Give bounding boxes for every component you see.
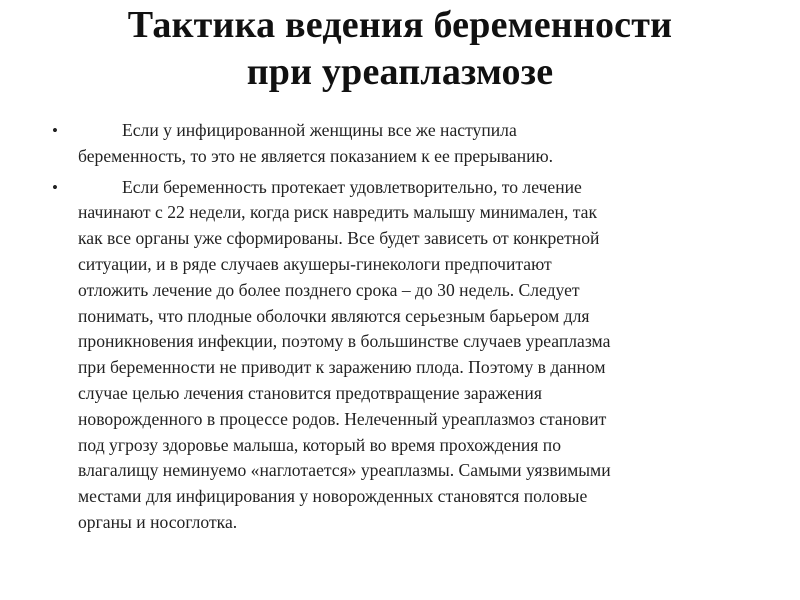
bullet-marker: • [52,177,58,197]
bullet-text-line: влагалищу неминуемо «наглотается» уреаплазмы. Самыми уязвимыми [78,460,611,481]
bullet-marker: • [52,121,58,140]
bullet-text-line: новорожденного в процессе родов. Нелеченный уреаплазмоз становит [78,408,607,429]
bullet-text-line: как все органы уже сформированы. Все будет зависеть от конкретной [78,228,600,249]
bullet-text-line: органы и носоглотка. [78,511,238,532]
bullet-item [44,175,764,536]
bullet-text-line: Если у инфицированной женщины все же наступила [122,120,517,140]
bullet-text-line: случае целью лечения становится предотвращение заражения [78,382,542,403]
slide-title-line-2: при уреаплазмозе [246,51,554,93]
bullet-list [44,118,764,541]
bullet-text [78,175,764,536]
bullet-text-line: понимать, что плодные оболочки являются серьезным барьером для [78,305,590,326]
bullet-text-line: при беременности не приводит к заражению плода. Поэтому в данном [78,357,606,378]
bullet-text-line: беременность, то это не является показанием к ее прерыванию. [78,145,554,166]
bullet-text-line: ситуации, и в ряде случаев акушеры-гинекологи предпочитают [78,253,552,274]
bullet-text-line: отложить лечение до более позднего срока – до 30 недель. Следует [78,279,580,300]
bullet-item [44,118,764,170]
slide-title [40,2,760,96]
bullet-text-line: под угрозу здоровье малыша, который во время прохождения по [78,434,562,455]
slide-title-line-1: Тактика ведения беременности [127,4,673,46]
bullet-text [78,118,764,170]
bullet-text-line: начинают с 22 недели, когда риск навредить малышу минимален, так [78,202,597,223]
bullet-text-line: местами для инфицирования у новорожденных становятся половые [78,486,588,507]
bullet-text-line: проникновения инфекции, поэтому в большинстве случаев уреаплазма [78,331,611,352]
bullet-text-line: Если беременность протекает удовлетворительно, то лечение [122,176,582,197]
